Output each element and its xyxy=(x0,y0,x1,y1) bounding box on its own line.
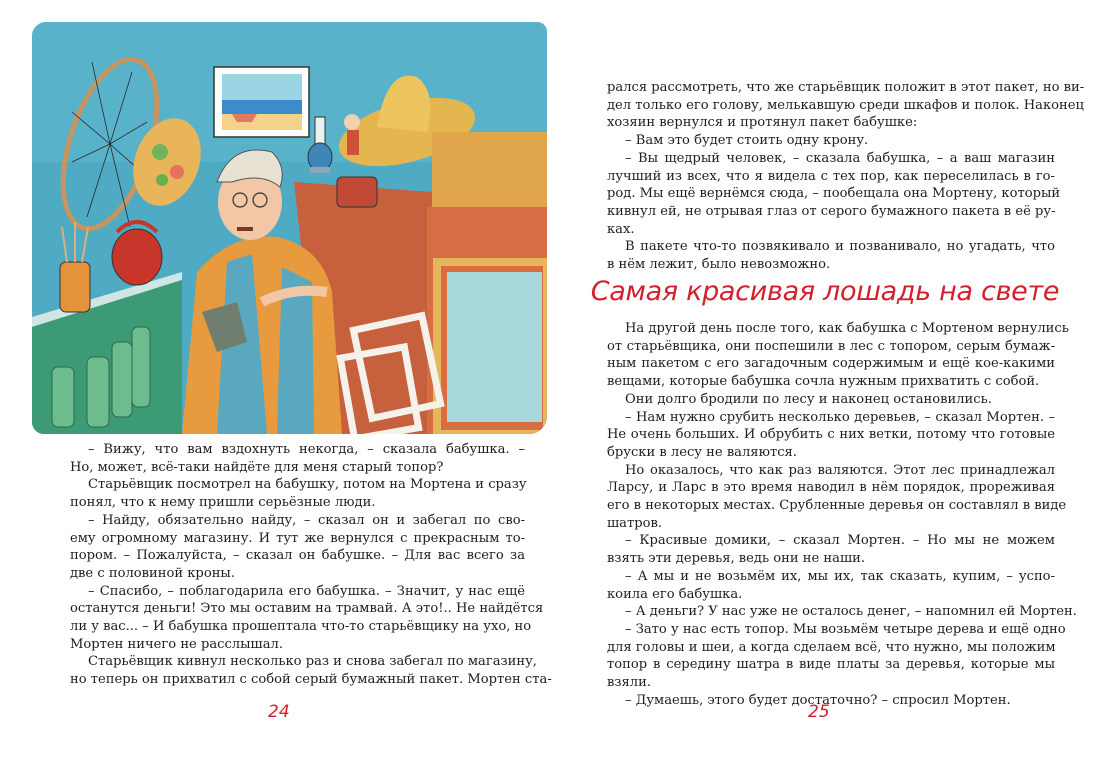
paragraph: – Зато у нас есть топор. Мы возьмём четыре дерева и ещё одно для головы и шеи, а когда сделаем всё, что нужно, мы положим топор в середину шатра в виде платы за деревья, которые мы взяли. xyxy=(607,621,1066,691)
chapter-text xyxy=(607,320,1077,709)
shop-illustration xyxy=(32,22,547,434)
chapter-title: Самая красивая лошадь на свете xyxy=(590,276,1060,307)
page-number-left: 24 xyxy=(268,702,290,722)
paragraph: – А мы и не возьмём их, мы их, так сказать, купим, – успо- коила его бабушка. xyxy=(607,568,1055,602)
right-page xyxy=(550,0,1100,783)
paragraph: Старьёвщик посмотрел на бабушку, потом на Мортена и сразу понял, что к нему пришли серьёзные люди. xyxy=(70,477,527,511)
paragraph: – Спасибо, – поблагодарила его бабушка. – Значит, у нас ещё останутся деньги! Это мы оставим на трамвай. А это!.. Не найдётся ли у вас... – И бабушка прошептала что-то старьёвщику на ухо, но Мортен ничего не расслышал. xyxy=(70,583,544,652)
right-page-text-continued xyxy=(607,79,1085,274)
seascape-painting xyxy=(214,67,309,137)
paragraph: – А деньги? У нас уже не осталось денег, – напомнил ей Мортен. xyxy=(625,604,1077,620)
paragraph: – Красивые домики, – сказал Мортен. – Но мы не можем взять эти деревья, ведь они не наши. xyxy=(607,533,1055,567)
junk-shop-painting xyxy=(32,22,547,434)
paragraph: – Вы щедрый человек, – сказала бабушка, – а ваш магазин лучший из всех, что я видела с тех пор, как переселилась в го- род. Мы ещё вернёмся сюда, – пообещала она Мортену, который кивнул ей, не отрывая глаз от серого бумажного пакета в её ру- ках. xyxy=(607,150,1061,237)
paragraph: – Найду, обязательно найду, – сказал он и забегал по сво- ему огромному магазину. И тут же вернулся с прекрасным то- пором. – Пожалуйста, – сказал он бабушке. – Для вас всего за две с половиной кроны. xyxy=(70,512,525,581)
paragraph: На другой день после того, как бабушка с Мортеном вернулись от старьёвщика, они поспешили в лес с топором, серым бумаж- ным пакетом с его загадочным содержимым и ещё кое-какими вещами, которые бабушка сочла нужным прихватить с собой. xyxy=(607,321,1069,390)
paragraph: Но оказалось, что как раз валяются. Этот лес принадлежал Ларсу, и Ларс в это время наводил в нём порядок, прореживая его в некоторых местах. Срубленные деревья он составлял в виде шатров. xyxy=(607,462,1067,531)
page-number-right: 25 xyxy=(808,702,830,722)
paragraph: Старьёвщик кивнул несколько раз и снова забегал по магазину, но теперь он прихватил с собой серый бумажный пакет. Мортен ста- xyxy=(70,654,552,688)
paragraph: В пакете что-то позвякивало и позванивало, но угадать, что в нём лежит, было невозможно. xyxy=(607,239,1055,273)
left-page-text xyxy=(70,441,552,689)
paragraph: – Нам нужно срубить несколько деревьев, – сказал Мортен. – Не очень больших. И обрубить с них ветки, потому что готовые бруски в лесу не валяются. xyxy=(607,409,1055,460)
paragraph: – Думаешь, этого будет достаточно? – спросил Мортен. xyxy=(625,692,1011,708)
paragraph: – Вам это будет стоить одну крону. xyxy=(625,133,869,149)
radio-icon xyxy=(337,177,377,207)
paragraph: – Вижу, что вам вздохнуть некогда, – сказала бабушка. – Но, может, всё-таки найдёте для меня старый топор? xyxy=(70,442,525,475)
paragraph: Они долго бродили по лесу и наконец остановились. xyxy=(625,391,992,407)
kettle-icon xyxy=(112,222,162,285)
paragraph: рался рассмотреть, что же старьёвщик положит в этот пакет, но ви- дел только его голову, мелькавшую среди шкафов и полок. Наконец хозяин вернулся и протянул пакет бабушке: xyxy=(607,80,1085,131)
